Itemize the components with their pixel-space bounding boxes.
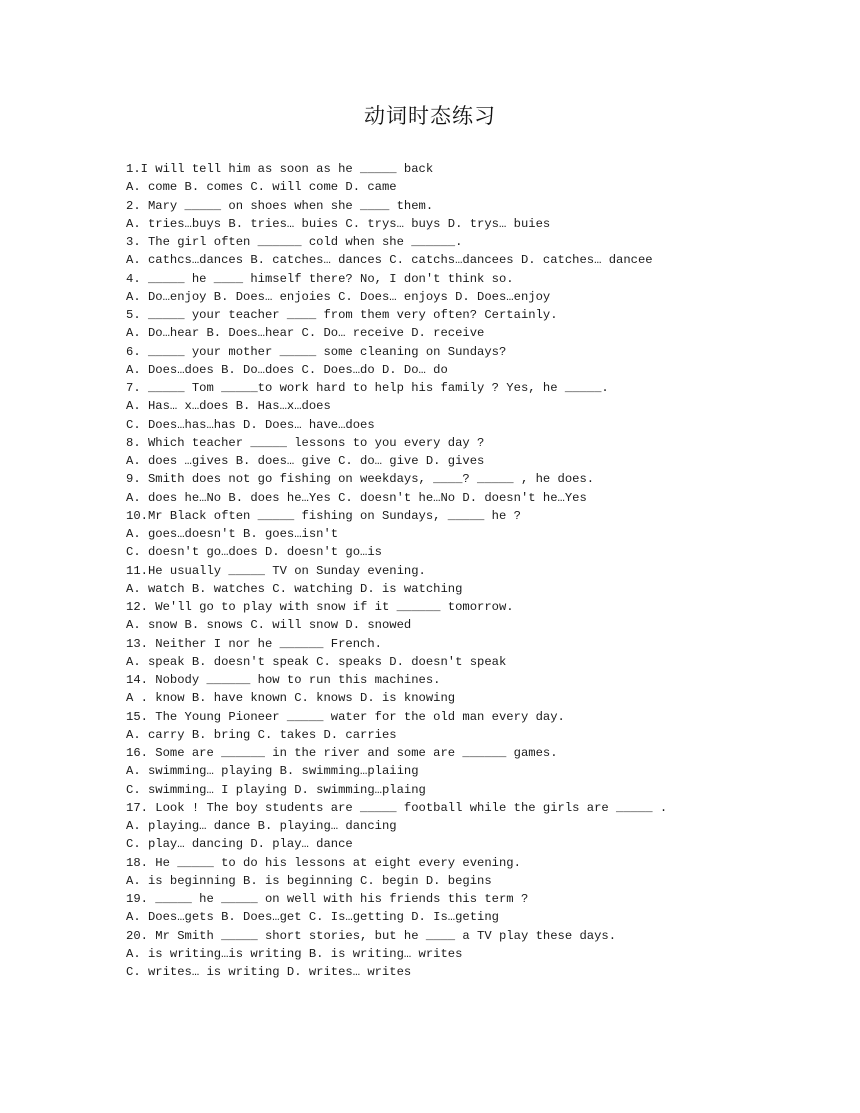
options-line: A. is beginning B. is beginning C. begin D. begins xyxy=(126,873,492,888)
question-line: 20. Mr Smith _____ short stories, but he ____ a TV play these days. xyxy=(126,928,617,943)
question-line: 5. _____ your teacher ____ from them very often? Certainly. xyxy=(126,308,558,322)
options-line: A. Do…hear B. Does…hear C. Do… receive D. receive xyxy=(126,326,485,341)
question-line: 17. Look ! The boy students are _____ football while the girls are _____ . xyxy=(126,800,668,815)
question-line: 10.Mr Black often _____ fishing on Sundays, _____ he ? xyxy=(126,508,521,523)
question-line: 13. Neither I nor he ______ French. xyxy=(126,636,382,651)
question-line: 7. _____ Tom _____to work hard to help his family ? Yes, he _____. xyxy=(126,381,609,395)
options-line: C. play… dancing D. play… dance xyxy=(126,837,353,852)
options-line: A. come B. comes C. will come D. came xyxy=(126,180,397,195)
options-line: A. cathcs…dances B. catches… dances C. catchs…dancees D. catches… dancee xyxy=(126,253,653,268)
options-line: C. writes… is writing D. writes… writes xyxy=(126,965,412,979)
options-line: A. Does…does B. Do…does C. Does…do D. Do… do xyxy=(126,362,448,377)
question-line: 8. Which teacher _____ lessons to you every day ? xyxy=(126,435,485,450)
question-line: 15. The Young Pioneer _____ water for the old man every day. xyxy=(126,709,565,724)
options-line: A. Do…enjoy B. Does… enjoies C. Does… enjoys D. Does…enjoy xyxy=(126,289,551,304)
options-line: A. tries…buys B. tries… buies C. trys… buys D. trys… buies xyxy=(126,216,551,231)
options-line: A. is writing…is writing B. is writing… writes xyxy=(126,946,463,961)
options-line: C. Does…has…has D. Does… have…does xyxy=(126,417,375,432)
options-line: A. swimming… playing B. swimming…plaiing xyxy=(126,764,419,779)
options-line: A. Has… x…does B. Has…x…does xyxy=(126,399,331,414)
options-line: A. watch B. watches C. watching D. is watching xyxy=(126,581,463,596)
question-line: 6. _____ your mother _____ some cleaning on Sundays? xyxy=(126,344,507,359)
question-line: 14. Nobody ______ how to run this machines. xyxy=(126,673,441,687)
options-line: A . know B. have known C. knows D. is knowing xyxy=(126,691,456,706)
options-line: A. speak B. doesn't speak C. speaks D. doesn't speak xyxy=(126,654,507,669)
question-line: 11.He usually _____ TV on Sunday evening. xyxy=(126,563,426,578)
options-line: A. does …gives B. does… give C. do… give D. gives xyxy=(126,454,485,468)
options-line: A. snow B. snows C. will snow D. snowed xyxy=(126,618,412,633)
exercise-lines xyxy=(126,160,766,981)
options-line: C. doesn't go…does D. doesn't go…is xyxy=(126,545,382,560)
options-line: A. carry B. bring C. takes D. carries xyxy=(126,727,397,742)
question-line: 1.I will tell him as soon as he _____ back xyxy=(126,162,434,176)
options-line: C. swimming… I playing D. swimming…plaing xyxy=(126,782,426,797)
question-line: 3. The girl often ______ cold when she ______. xyxy=(126,235,463,249)
question-line: 18. He _____ to do his lessons at eight every evening. xyxy=(126,855,521,870)
question-line: 9. Smith does not go fishing on weekdays, ____? _____ , he does. xyxy=(126,472,595,487)
question-line: 4. _____ he ____ himself there? No, I don't think so. xyxy=(126,271,514,286)
question-line: 19. _____ he _____ on well with his friends this term ? xyxy=(126,892,529,906)
question-line: 16. Some are ______ in the river and some are ______ games. xyxy=(126,746,558,760)
document-title: 动词时态练习 xyxy=(364,104,496,128)
options-line: A. playing… dance B. playing… dancing xyxy=(126,819,397,833)
question-line: 2. Mary _____ on shoes when she ____ them. xyxy=(126,198,434,213)
options-line: A. goes…doesn't B. goes…isn't xyxy=(126,527,339,541)
question-line: 12. We'll go to play with snow if it ______ tomorrow. xyxy=(126,600,514,614)
options-line: A. does he…No B. does he…Yes C. doesn't he…No D. doesn't he…Yes xyxy=(126,490,587,505)
options-line: A. Does…gets B. Does…get C. Is…getting D. Is…geting xyxy=(126,910,499,925)
